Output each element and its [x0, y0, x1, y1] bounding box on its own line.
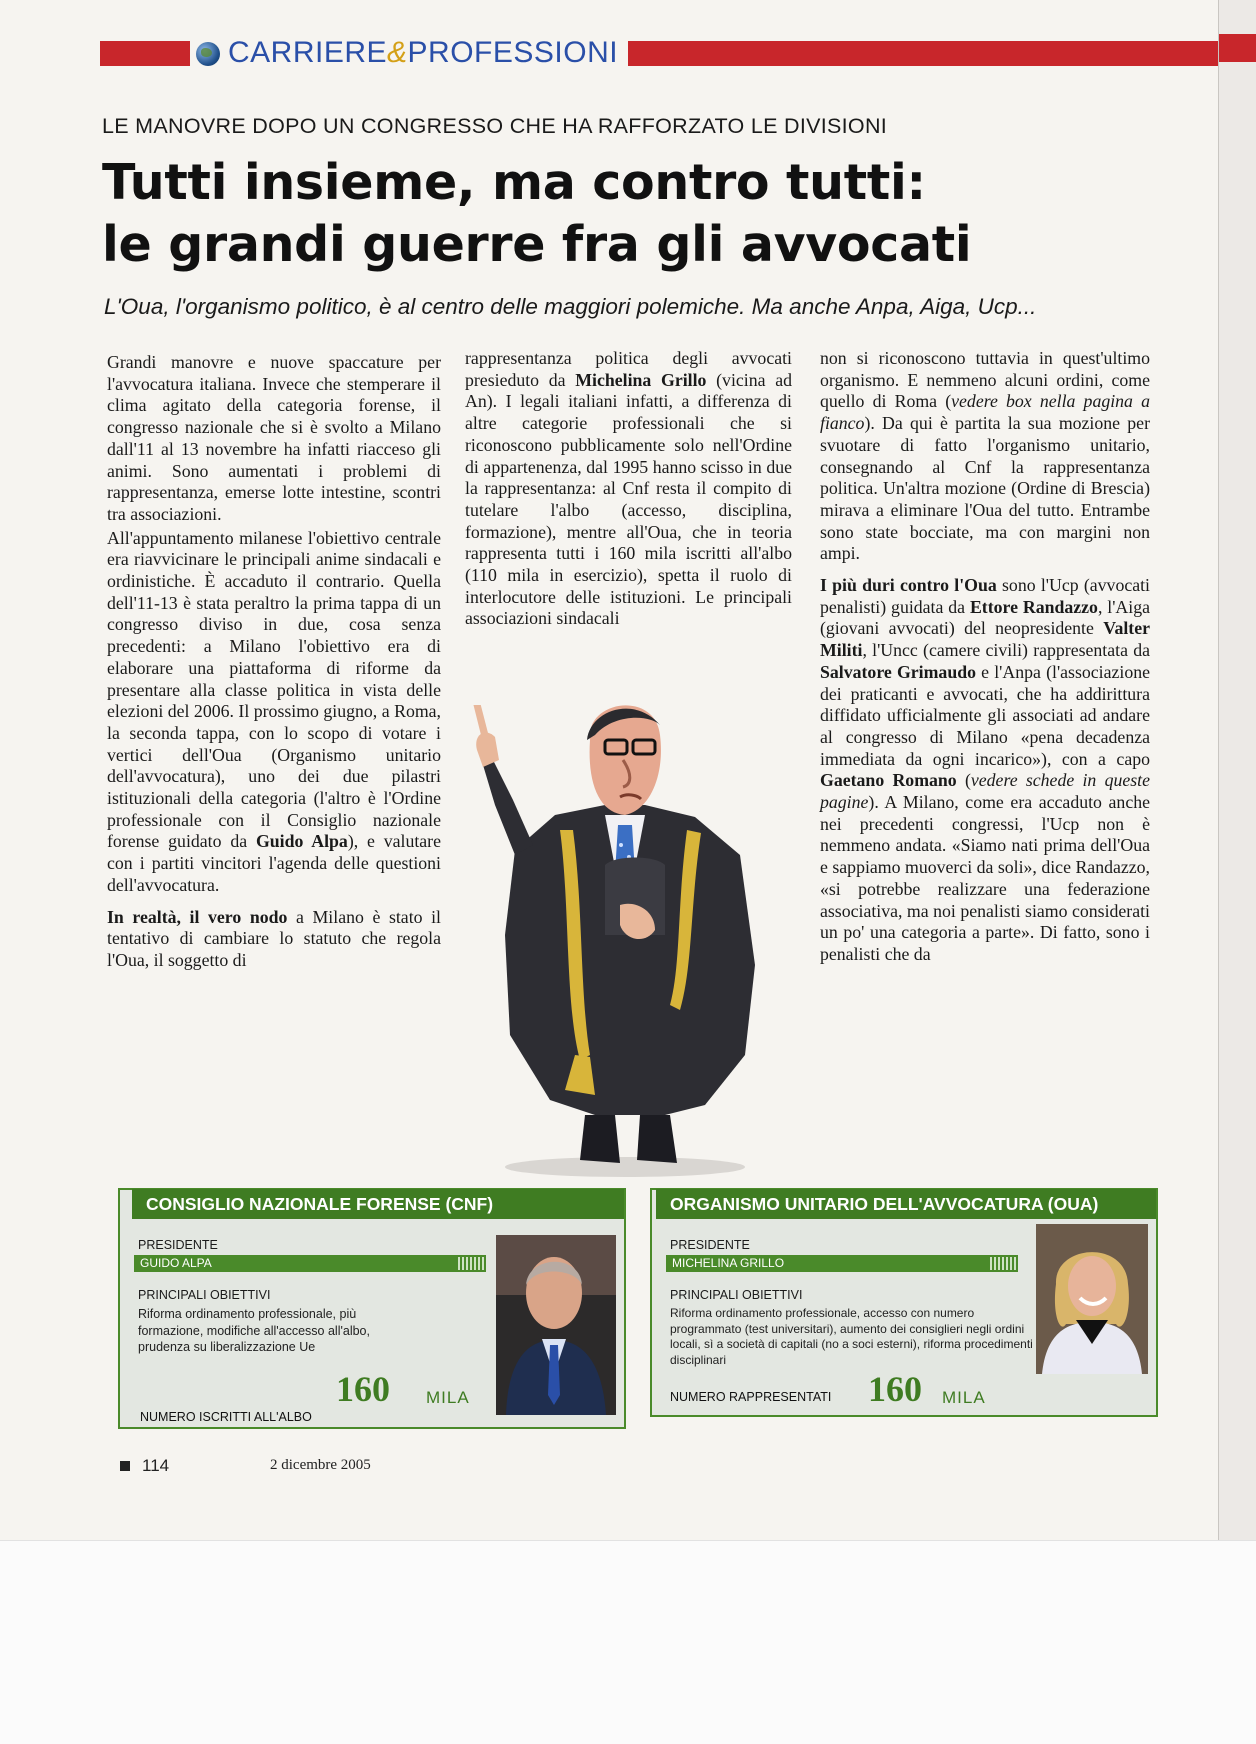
kicker: LE MANOVRE DOPO UN CONGRESSO CHE HA RAFFORZATO LE DIVISIONI: [102, 114, 888, 138]
headline-line-2: le grandi guerre fra gli avvocati: [102, 216, 972, 273]
right-leg: [637, 1115, 677, 1163]
factbox-oua: [650, 1188, 1158, 1417]
page-number: 114: [142, 1456, 170, 1475]
globe-icon: [196, 42, 220, 66]
raised-hand: [476, 733, 499, 767]
facing-page-edge: [1218, 0, 1256, 1540]
person-name: Michelina Grillo: [575, 369, 707, 390]
person-name: Salvatore Grimaudo: [820, 661, 976, 682]
factbox-title: CONSIGLIO NAZIONALE FORENSE (CNF): [132, 1189, 624, 1219]
paragraph: I più duri contro l'Oua sono l'Ucp (avvocati penalisti) guidata da Ettore Randazzo, l'Aiga (giovani avvocati) del neopresidente Valter Militi, l'Uncc (camere civili) rappresentata da Salvatore Grimaudo e l'Anpa (l'associazione dei praticanti e avvocati, che ha addirittura diffidato ufficialmente gli associati ad andare al congresso di Milano «pena decadenza immediata da ogni incarico»), con a capo Gaetano Romano (vedere schede in queste pagine). A Milano, come era accaduto anche nei precedenti congressi, l'Ucp non è nemmeno andata. «Siamo nati prima dell'Oua e sappiamo muoverci da soli», dice Randazzo, «si potrebbe realizzare una federazione associativa, ma noi penalisti siamo considerati un po' una categoria a parte». Di fatto, sono i penalisti che da: [820, 575, 1150, 964]
president-name: GUIDO ALPA: [134, 1255, 486, 1272]
ampersand: &: [387, 36, 408, 69]
factbox-title: ORGANISMO UNITARIO DELL'AVVOCATURA (OUA): [656, 1189, 1156, 1219]
objectives-label: PRINCIPALI OBIETTIVI: [670, 1288, 803, 1302]
article-column-3: [820, 348, 1150, 966]
person-name: Valter Militi: [820, 618, 1150, 661]
cross-reference: vedere box nella pagina a fianco: [820, 391, 1150, 434]
issue-date: 2 dicembre 2005: [270, 1457, 371, 1473]
paragraph: Grandi manovre e nuove spaccature per l'avvocatura italiana. Invece che stemperare il clima agitato della categoria forense, il congresso nazionale che si è svolto a Milano dall'11 al 13 novembre ha infatti riacceso gli animi. Sono aumentati i problemi di rappresentanza, emerse lotte intestine, scontri tra associazioni.: [107, 352, 441, 524]
header-red-bar-right: [628, 41, 1218, 66]
represented-label: NUMERO RAPPRESENTATI: [670, 1390, 832, 1404]
section-header: [100, 38, 1218, 68]
facing-page-red-bar: [1219, 34, 1256, 62]
lead-in: I più duri contro l'Oua: [820, 575, 997, 596]
headline-line-1: Tutti insieme, ma contro tutti:: [102, 154, 926, 211]
left-leg: [580, 1115, 620, 1163]
objectives-label: PRINCIPALI OBIETTIVI: [138, 1288, 271, 1302]
paragraph: non si riconoscono tuttavia in quest'ultimo organismo. E nemmeno alcuni ordini, come quello di Roma (vedere box nella pagina a fianco). Da qui è partita la sua mozione per svuotare di fatto l'organismo unitario, consegnando al Cnf la rappresentanza politica. Un'altra mozione (Ordine di Brescia) mirava a eliminare l'Oua del tutto. Entrambe sono state bocciate, ma con margini non ampi.: [820, 348, 1150, 564]
headline: [102, 152, 1152, 276]
page-footer: [120, 1456, 371, 1476]
lawyer-caricature: [455, 705, 795, 1180]
members-label: NUMERO ISCRITTI ALL'ALBO: [140, 1410, 312, 1424]
header-red-bar-left: [100, 41, 190, 66]
factbox-cnf: [118, 1188, 626, 1429]
subtitle: L'Oua, l'organismo politico, è al centro delle maggiori polemiche. Ma anche Anpa, Aiga, Ucp...: [104, 294, 1037, 319]
lead-in: In realtà, il vero nodo: [107, 906, 288, 927]
represented-number: 160: [868, 1369, 922, 1409]
represented-unit: MILA: [942, 1388, 986, 1407]
president-name: MICHELINA GRILLO: [666, 1255, 1018, 1272]
person-name: Guido Alpa: [255, 831, 348, 852]
paragraph: In realtà, il vero nodo a Milano è stato il tentativo di cambiare lo statuto che regola l'Oua, il soggetto di: [107, 906, 441, 970]
paragraph: rappresentanza politica degli avvocati presieduto da Michelina Grillo (vicina ad An). I legali italiani infatti, a differenza di altre categorie professionali che si riconoscono pubblicamente solo nell'Ordine di appartenenza, dal 1995 hanno scisso in due la rappresentanza: al Cnf resta il compito di tutelare l'albo (accesso, disciplina, formazione), mentre all'Oua, che in teoria rappresenta tutti i 160 mila iscritti all'albo (110 mila in esercizio), spetta il ruolo di interlocutore delle istituzioni. Le principali associazioni sindacali: [465, 348, 792, 629]
raised-arm: [483, 760, 533, 855]
objectives-text: Riforma ordinamento professionale, più formazione, modifiche all'accesso all'albo, prudenza su liberalizzazione Ue: [138, 1307, 370, 1354]
person-name: Ettore Randazzo: [969, 596, 1098, 617]
paragraph: All'appuntamento milanese l'obiettivo centrale era riavvicinare le principali anime sindacali e ordinistiche. È accaduto il contrario. Quella dell'11-13 è stata peraltro la prima tappa di un congresso diviso in due, cosa senza precedenti: a Milano l'obiettivo era di elaborare una piattaforma di riforme da presentare alla classe politica in vista delle elezioni del 2006. Il prossimo giugno, a Roma, la seconda tappa, con lo scopo di votare i vertici dell'Oua (Organismo unitario dell'avvocatura), uno dei due pilastri istituzionali della categoria (l'altro è l'Ordine professionale con il Consiglio nazionale forense guidato da Guido Alpa), e valutare con i partiti vincitori l'agenda delle questioni dell'avvocatura.: [107, 527, 441, 895]
article-column-2: [465, 348, 792, 630]
members-number: 160: [336, 1369, 390, 1409]
portrait-guido-alpa: [496, 1235, 616, 1415]
objectives-text: Riforma ordinamento professionale, accesso con numero programmato (test universitari), aumento dei consiglieri negli ordini locali, sì a società di capitali (no a soci esterni), riforma procedimenti disciplinari: [670, 1306, 1033, 1367]
members-unit: MILA: [426, 1388, 470, 1407]
person-name: Gaetano Romano: [820, 770, 957, 791]
cross-reference: vedere schede in queste pagine: [820, 770, 1150, 813]
portrait-michelina-grillo: [1036, 1224, 1148, 1374]
section-rubric: CARRIERE&PROFESSIONI: [228, 36, 619, 69]
article-column-1: [107, 352, 441, 972]
shadow: [505, 1157, 745, 1177]
president-label: PRESIDENTE: [670, 1238, 750, 1252]
pointing-finger: [473, 705, 488, 735]
president-label: PRESIDENTE: [138, 1238, 218, 1252]
scan-blank-area: [0, 1540, 1256, 1744]
footer-square-marker: [120, 1461, 130, 1471]
